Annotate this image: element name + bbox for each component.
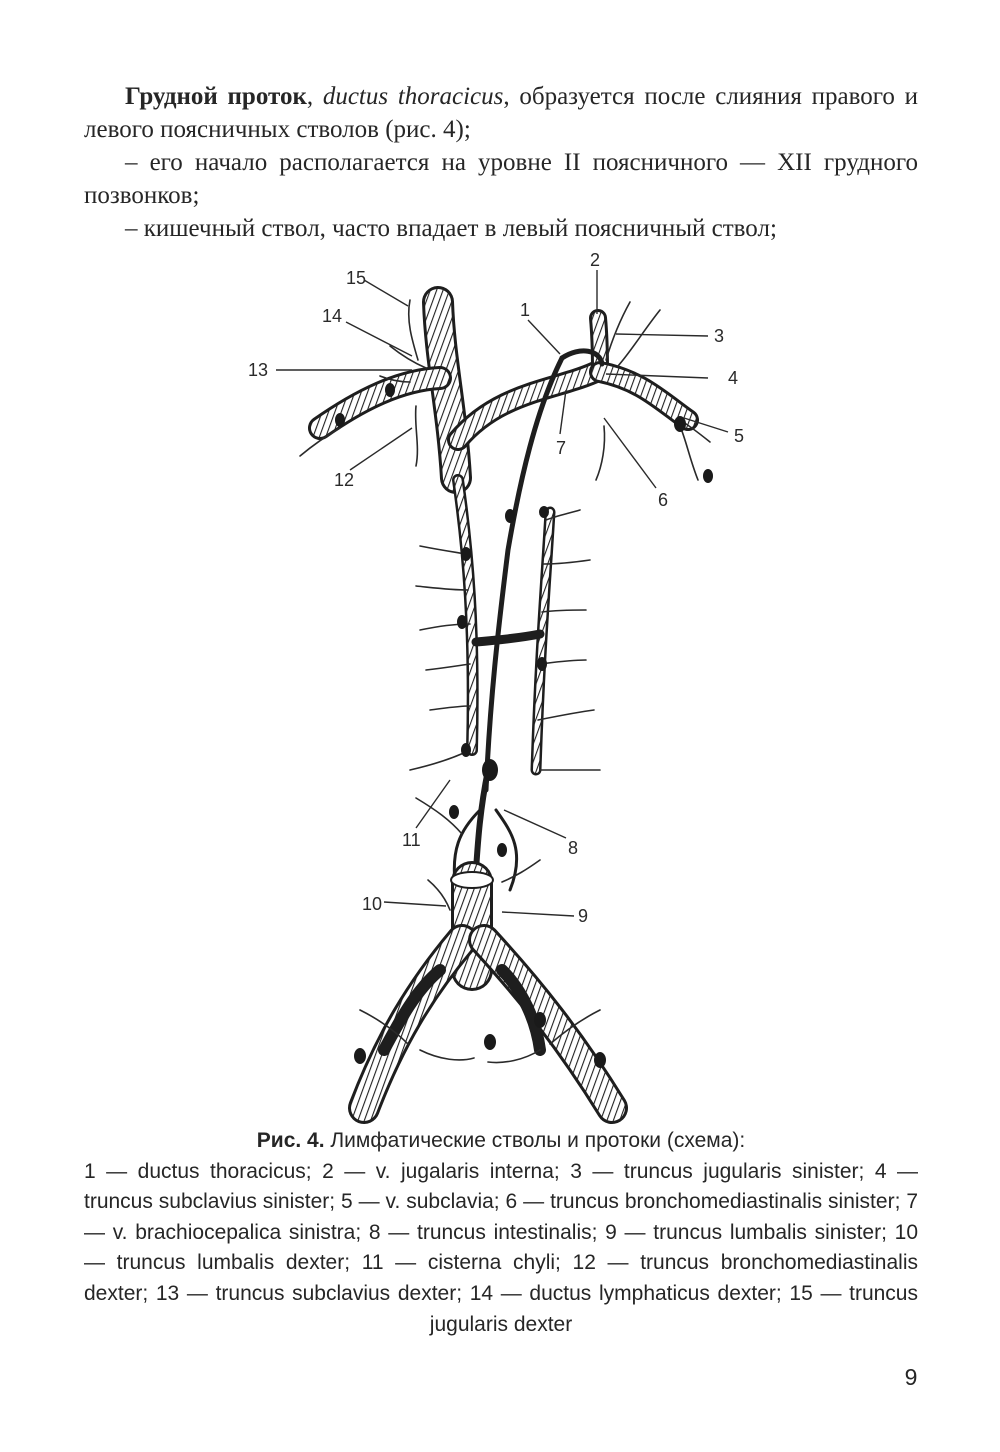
paragraph-1	[84, 80, 918, 146]
lymphatic-trunks-figure	[240, 250, 780, 1130]
callout-3: 3	[714, 326, 725, 346]
caption-legend: 1 — ductus thoracicus; 2 — v. jugalaris interna; 3 — truncus jugularis sinister; 4 — truncus subclavius sinister; 5 — v. subclavia; 6 — truncus bronchomediastinalis sinister; 7 — v. brachiocepalica sinistra; 8 — truncus intestinalis; 9 — truncus lumbalis sinister; 10 — truncus lumbalis dexter; 11 — cisterna chyli; 12 — truncus bronchomediastinalis dexter; 13 — truncus subclavius dexter; 14 — ductus lymphaticus dexter; 15 — truncus jugularis dexter	[84, 1159, 918, 1336]
paragraph-2: – его начало располагается на уровне II поясничного — XII грудного позвонков;	[84, 149, 918, 209]
paragraph-3: – кишечный ствол, часто впадает в левый поясничный ствол;	[125, 215, 777, 242]
figure-caption	[84, 1126, 918, 1340]
callout-1: 1	[520, 300, 531, 320]
page-number: 9	[904, 1364, 918, 1390]
callout-14: 14	[322, 306, 343, 326]
callout-9: 9	[578, 906, 589, 926]
term-latin: ductus thoracicus	[322, 83, 504, 110]
callout-15: 15	[346, 268, 367, 288]
callout-4: 4	[728, 368, 739, 388]
callout-5: 5	[734, 426, 745, 446]
term-bold: Грудной проток	[125, 83, 307, 110]
callout-10: 10	[362, 894, 383, 914]
callout-12: 12	[334, 470, 355, 490]
callout-7: 7	[556, 438, 567, 458]
callout-6: 6	[658, 490, 669, 510]
callout-2: 2	[590, 250, 601, 270]
paragraph-1-rest: , образуется после слияния правого и левого поясничных стволов (рис. 4);	[84, 83, 918, 143]
callout-13: 13	[248, 360, 269, 380]
vessels	[320, 302, 688, 1108]
anatomical-drawing	[240, 250, 780, 1130]
term-separator: ,	[306, 83, 323, 110]
body-text	[84, 80, 918, 245]
caption-title-line	[84, 1126, 918, 1157]
callout-11: 11	[402, 830, 421, 850]
callout-8: 8	[568, 838, 579, 858]
caption-label: Рис. 4.	[256, 1129, 325, 1152]
caption-title: Лимфатические стволы и протоки (схема):	[324, 1129, 746, 1152]
callout-labels	[248, 250, 744, 926]
